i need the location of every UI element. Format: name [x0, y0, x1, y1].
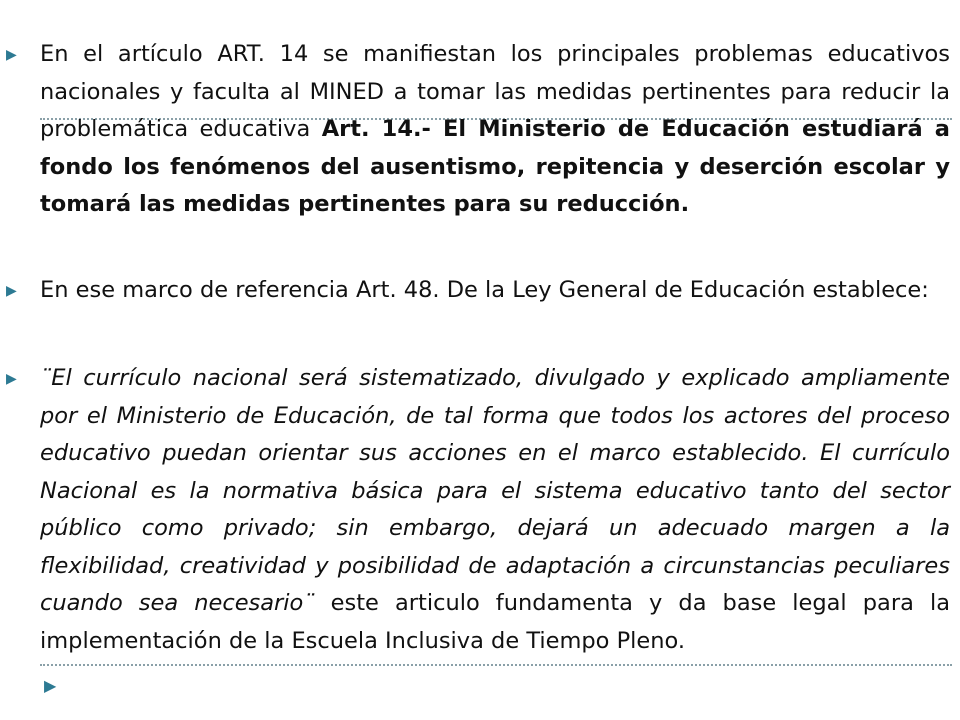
bullet-item-3 — [6, 360, 950, 660]
paragraph-1 — [40, 36, 950, 224]
bullet-arrow-icon: ▶ — [6, 371, 17, 387]
corner-arrow-icon: ▶ — [44, 676, 57, 695]
dotted-rule-bottom — [40, 664, 952, 666]
bullet-item-1 — [6, 36, 950, 224]
bullet-arrow-icon: ▶ — [6, 283, 17, 299]
paragraph-1-text: En el artículo ART. 14 se manifiestan los principales problemas educativos nacionales y faculta al MINED a tomar las medidas pertinentes para reducir la problemática educativa — [40, 41, 950, 142]
paragraph-3-italic-quote: ¨El currículo nacional será sistematizado, divulgado y explicado ampliamente por el Ministerio de Educación, de tal forma que todos los actores del proceso educativo puedan orientar sus acciones en el marco establecido. El currículo Nacional es la normativa básica para el sistema educativo tanto del sector público como privado; sin embargo, dejará un adecuado margen a la flexibilidad, creatividad y posibilidad de adaptación a circunstancias peculiares cuando sea necesario¨ — [40, 365, 950, 616]
paragraph-3 — [40, 360, 950, 660]
paragraph-1-bold-quote: Art. 14.- El Ministerio de Educación estudiará a fondo los fenómenos del ausentismo, repitencia y deserción escolar y tomará las medidas pertinentes para su reducción. — [40, 116, 950, 217]
bullet-item-2 — [6, 272, 950, 310]
paragraph-2 — [40, 272, 950, 310]
paragraph-3-text: este articulo fundamenta y da base legal para la implementación de la Escuela Inclusiva de Tiempo Pleno. — [40, 590, 950, 654]
bullet-arrow-icon: ▶ — [6, 47, 17, 63]
paragraph-2-text: En ese marco de referencia Art. 48. De la Ley General de Educación establece: — [40, 277, 929, 303]
